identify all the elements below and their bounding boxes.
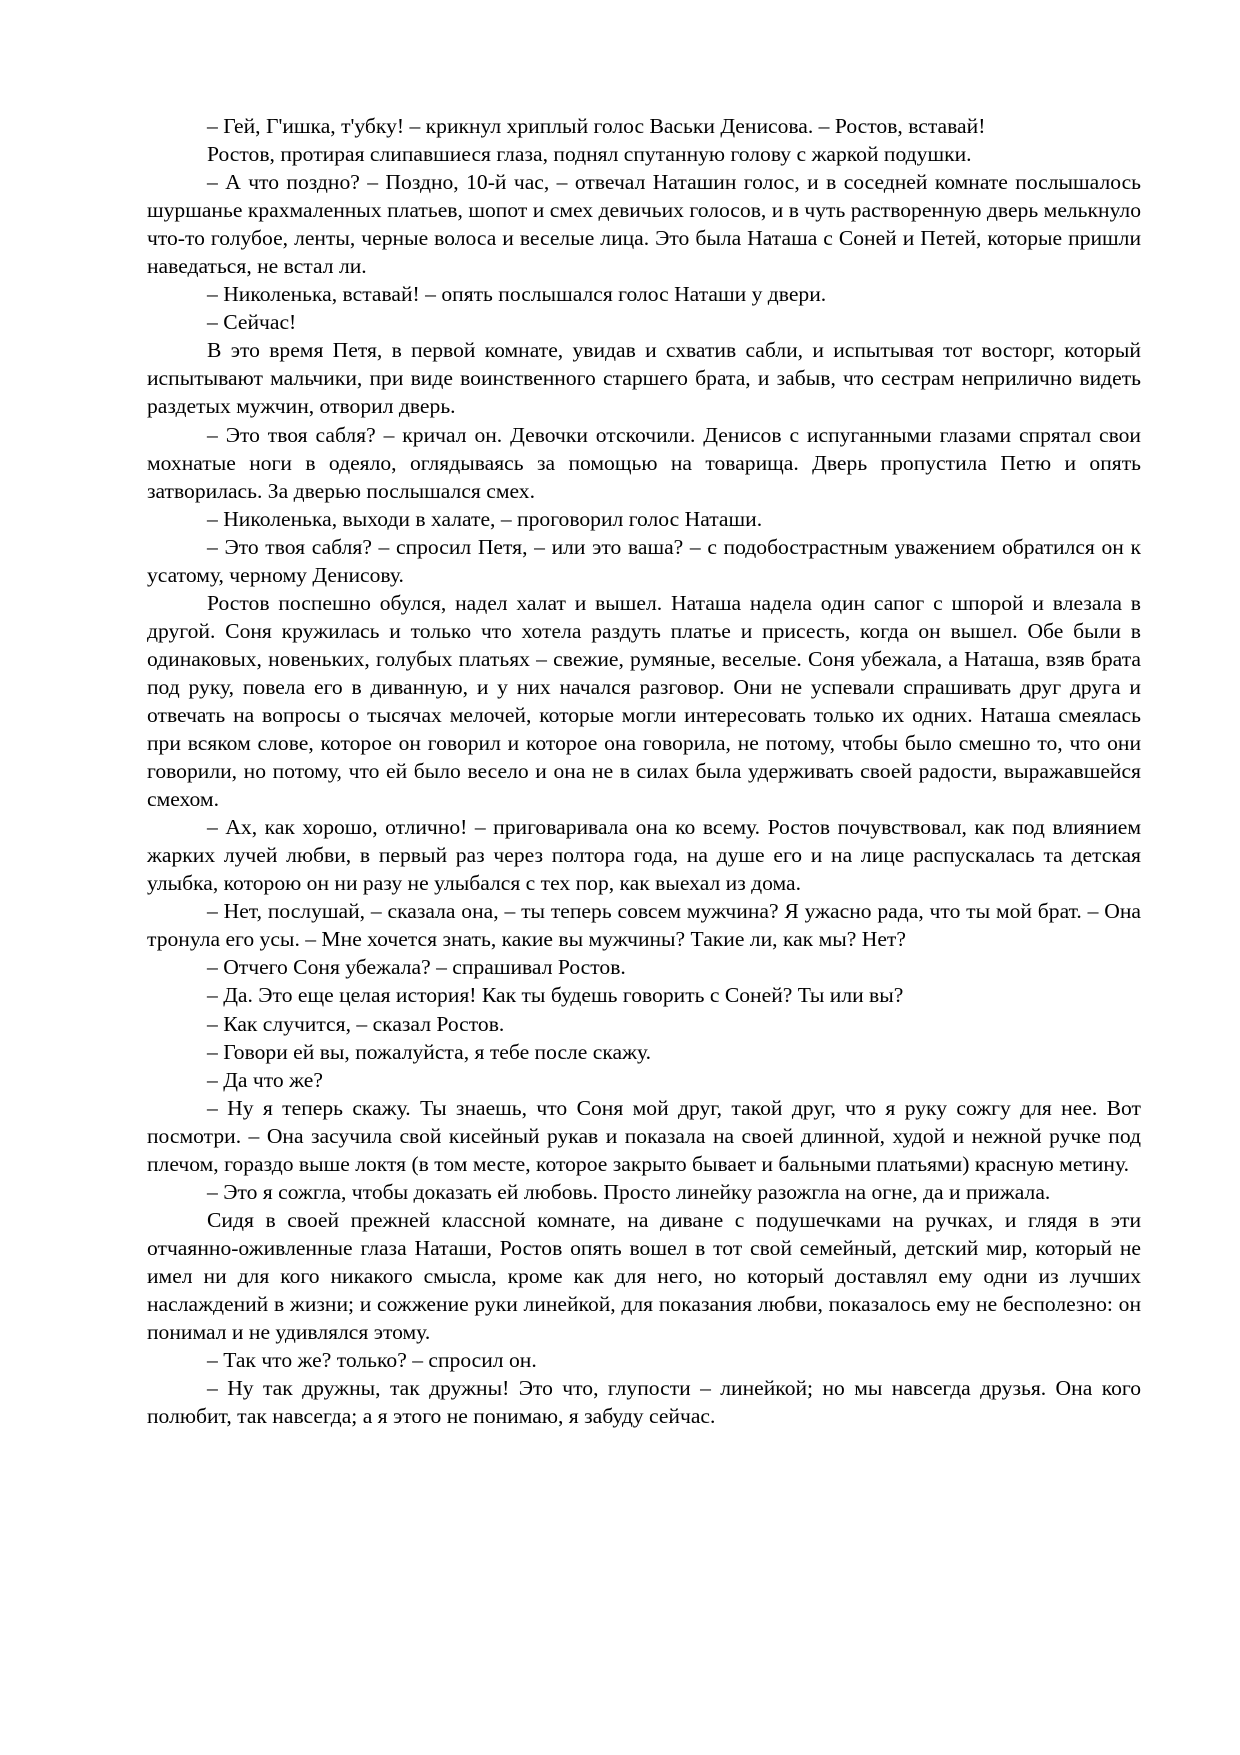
paragraph: Ростов поспешно обулся, надел халат и вышел. Наташа надела один сапог с шпорой и влезала в другой. Соня кружилась и только что хотела раздуть платье и присесть, когда он вышел. Обе были в одинаковых, новеньких, голубых платьях – свежие, румяные, веселые. Соня убежала, а Наташа, взяв брата под руку, повела его в диванную, и у них начался разговор. Они не успевали спрашивать друг друга и отвечать на вопросы о тысячах мелочей, которые могли интересовать только их одних. Наташа смеялась при всяком слове, которое он говорил и которое она говорила, не потому, чтобы было смешно то, что они говорили, но потому, что ей было весело и она не в силах была удерживать своей радости, выражавшейся смехом. xyxy=(147,590,1141,812)
paragraph: – Николенька, вставай! – опять послышался голос Наташи у двери. xyxy=(207,282,827,307)
paragraph: – Ах, как хорошо, отлично! – приговаривала она ко всему. Ростов почувствовал, как под влиянием жарких лучей любви, в первый раз через полтора года, на душе его и на лице распускалась та детская улыбка, которою он ни разу не улыбался с тех пор, как выехал из дома. xyxy=(147,815,1141,896)
paragraph: – Это я сожгла, чтобы доказать ей любовь. Просто линейку разожгла на огне, да и прижала. xyxy=(207,1179,1051,1204)
paragraph: – Это твоя сабля? – кричал он. Девочки отскочили. Денисов с испуганными глазами спрятал свои мохнатые ноги в одеяло, оглядываясь за помощью на товарища. Дверь пропустила Петю и опять затворилась. За дверью послышался смех. xyxy=(147,422,1141,503)
document-page xyxy=(147,112,1141,1430)
paragraph: – Да что же? xyxy=(207,1067,323,1092)
paragraph: – Николенька, выходи в халате, – проговорил голос Наташи. xyxy=(207,506,763,531)
paragraph: – Отчего Соня убежала? – спрашивал Ростов. xyxy=(207,955,626,980)
paragraph: – Ну так дружны, так дружны! Это что, глупости – линейкой; но мы навсегда друзья. Она кого полюбит, так навсегда; а я этого не понимаю, я забуду сейчас. xyxy=(147,1376,1141,1429)
paragraph: – Нет, послушай, – сказала она, – ты теперь совсем мужчина? Я ужасно рада, что ты мой брат. – Она тронула его усы. – Мне хочется знать, какие вы мужчины? Такие ли, как мы? Нет? xyxy=(147,899,1141,952)
paragraph: – Да. Это еще целая история! Как ты будешь говорить с Соней? Ты или вы? xyxy=(207,983,904,1008)
paragraph: – Сейчас! xyxy=(207,310,297,335)
paragraph: – Гей, Г'ишка, т'убку! – крикнул хриплый голос Васьки Денисова. – Ростов, вставай! xyxy=(207,114,986,138)
paragraph: – А что поздно? – Поздно, 10-й час, – отвечал Наташин голос, и в соседней комнате послышалось шуршанье крахмаленных платьев, шопот и смех девичьих голосов, и в чуть растворенную дверь мелькнуло что-то голубое, ленты, черные волоса и веселые лица. Это была Наташа с Соней и Петей, которые пришли наведаться, не встал ли. xyxy=(147,170,1141,279)
paragraph: – Ну я теперь скажу. Ты знаешь, что Соня мой друг, такой друг, что я руку сожгу для нее. Вот посмотри. – Она засучила свой кисейный рукав и показала на своей длинной, худой и нежной ручке под плечом, гораздо выше локтя (в том месте, которое закрыто бывает и бальными платьями) красную метину. xyxy=(147,1095,1141,1176)
paragraph: Сидя в своей прежней классной комнате, на диване с подушечками на ручках, и глядя в эти отчаянно-оживленные глаза Наташи, Ростов опять вошел в тот свой семейный, детский мир, который не имел ни для кого никакого смысла, кроме как для него, но который доставлял ему одни из лучших наслаждений в жизни; и сожжение руки линейкой, для показания любви, показалось ему не бесполезно: он понимал и не удивлялся этому. xyxy=(147,1207,1141,1345)
paragraph: – Это твоя сабля? – спросил Петя, – или это ваша? – с подобострастным уважением обратился он к усатому, черному Денисову. xyxy=(147,534,1141,587)
paragraph: В это время Петя, в первой комнате, увидав и схватив сабли, и испытывая тот восторг, который испытывают мальчики, при виде воинственного старшего брата, и забыв, что сестрам неприлично видеть раздетых мужчин, отворил дверь. xyxy=(147,338,1141,419)
paragraph: Ростов, протирая слипавшиеся глаза, поднял спутанную голову с жаркой подушки. xyxy=(207,142,972,167)
paragraph: – Как случится, – сказал Ростов. xyxy=(207,1011,505,1036)
paragraph: – Говори ей вы, пожалуйста, я тебе после скажу. xyxy=(207,1039,652,1064)
paragraph: – Так что же? только? – спросил он. xyxy=(207,1348,537,1373)
